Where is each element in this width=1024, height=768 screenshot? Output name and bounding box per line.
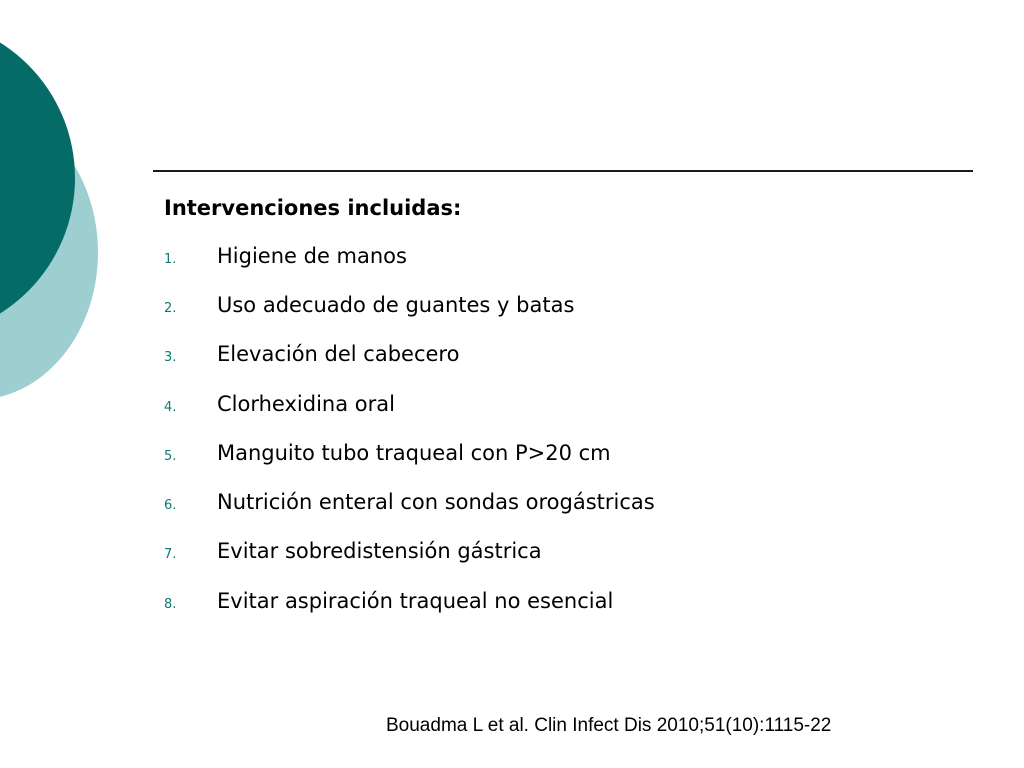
list-item-number: 1. bbox=[164, 252, 177, 267]
title-divider bbox=[153, 170, 973, 172]
list-item bbox=[164, 441, 924, 471]
list-item-text: Uso adecuado de guantes y batas bbox=[217, 293, 575, 317]
list-item-number: 3. bbox=[164, 350, 177, 365]
list-item-number: 6. bbox=[164, 498, 177, 513]
list-item-number: 4. bbox=[164, 400, 177, 415]
citation: Bouadma L et al. Clin Infect Dis 2010;51(10):1115-22 bbox=[386, 715, 832, 736]
list-item-text: Clorhexidina oral bbox=[217, 392, 395, 416]
list-item-text: Manguito tubo traqueal con P>20 cm bbox=[217, 441, 611, 465]
list-item bbox=[164, 490, 924, 520]
list-item bbox=[164, 539, 924, 569]
list-item bbox=[164, 342, 924, 372]
list-item-number: 5. bbox=[164, 449, 177, 464]
list-item-text: Nutrición enteral con sondas orogástricas bbox=[217, 490, 655, 514]
list-item-text: Higiene de manos bbox=[217, 244, 407, 268]
list-item bbox=[164, 293, 924, 323]
list-item-number: 2. bbox=[164, 301, 177, 316]
list-item-number: 7. bbox=[164, 547, 177, 562]
list-item-number: 8. bbox=[164, 597, 177, 612]
list-item-text: Evitar sobredistensión gástrica bbox=[217, 539, 542, 563]
list-item bbox=[164, 392, 924, 422]
slide-heading: Intervenciones incluidas: bbox=[164, 196, 462, 220]
list-item-text: Elevación del cabecero bbox=[217, 342, 460, 366]
list-item-text: Evitar aspiración traqueal no esencial bbox=[217, 589, 614, 613]
list-item bbox=[164, 589, 924, 619]
list-item bbox=[164, 244, 924, 274]
